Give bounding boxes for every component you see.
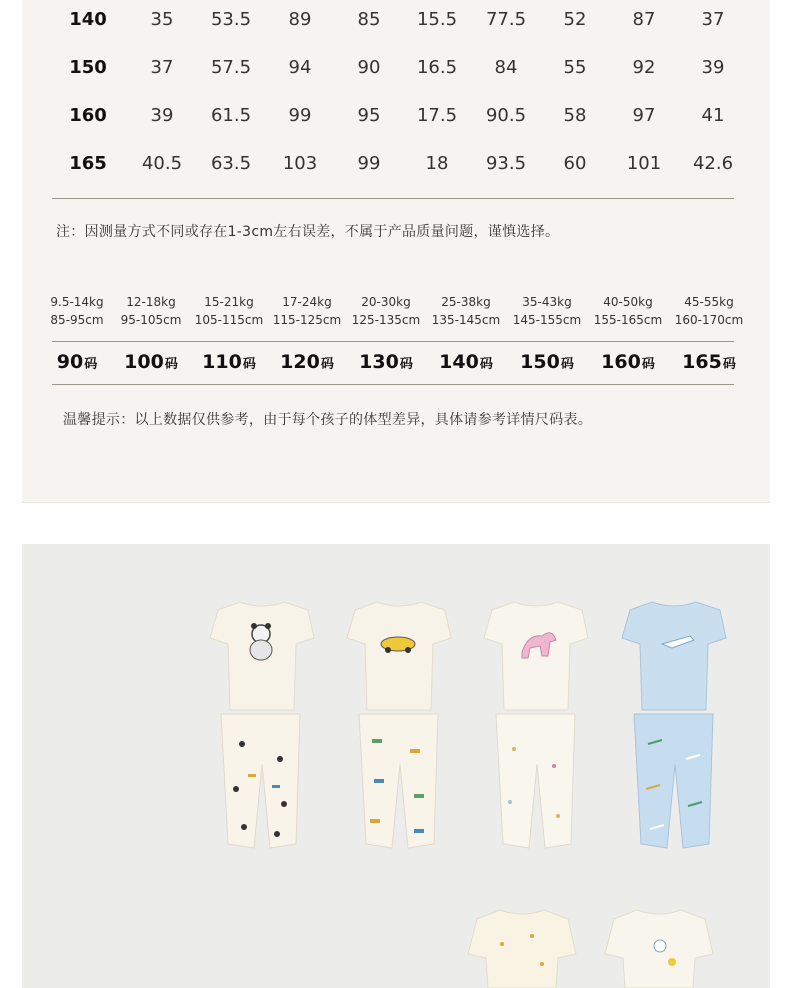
height-range: 155-165cm xyxy=(593,313,663,327)
table-divider xyxy=(52,198,734,199)
pajama-set-partial-left xyxy=(468,910,576,988)
size-unit: 码 xyxy=(722,357,736,372)
height-range: 95-105cm xyxy=(120,313,182,327)
table-cell: 63.5 xyxy=(210,153,252,174)
weight-height-range xyxy=(583,293,673,329)
table-cell: 94 xyxy=(288,57,312,78)
table-cell: 95 xyxy=(357,105,381,126)
height-range: 160-170cm xyxy=(674,313,744,327)
table-row xyxy=(0,0,790,40)
table-cell: 18 xyxy=(425,153,449,174)
table-cell: 40.5 xyxy=(141,153,183,174)
weight-height-range xyxy=(106,293,196,329)
table-cell: 35 xyxy=(150,9,174,30)
size-unit: 码 xyxy=(320,357,334,372)
pajama-set-panda xyxy=(210,602,314,848)
table-cell: 60 xyxy=(563,153,587,174)
size-code xyxy=(262,351,352,373)
product-photo xyxy=(22,544,770,988)
size-number: 130 xyxy=(359,351,399,373)
reference-divider-top xyxy=(52,341,734,342)
size-number: 100 xyxy=(124,351,164,373)
weight-height-range xyxy=(502,293,592,329)
size-code xyxy=(341,351,431,373)
table-cell: 37 xyxy=(701,9,725,30)
size-unit: 码 xyxy=(641,357,655,372)
size-number: 110 xyxy=(202,351,242,373)
table-cell: 90.5 xyxy=(485,105,527,126)
table-cell: 15.5 xyxy=(416,9,458,30)
height-range: 135-145cm xyxy=(431,313,501,327)
size-code xyxy=(421,351,511,373)
weight-range: 9.5-14kg xyxy=(50,295,104,309)
table-cell: 39 xyxy=(701,57,725,78)
weight-range: 17-24kg xyxy=(282,295,332,309)
weight-height-range xyxy=(664,293,754,329)
size-code xyxy=(583,351,673,373)
size-code xyxy=(106,351,196,373)
size-number: 140 xyxy=(439,351,479,373)
table-cell: 53.5 xyxy=(210,9,252,30)
weight-range: 45-55kg xyxy=(684,295,734,309)
size-unit: 码 xyxy=(479,357,493,372)
size-number: 160 xyxy=(601,351,641,373)
table-cell: 42.6 xyxy=(692,153,734,174)
size-code xyxy=(664,351,754,373)
size-unit: 码 xyxy=(164,357,178,372)
height-range: 115-125cm xyxy=(272,313,342,327)
reference-divider-bottom xyxy=(52,384,734,385)
table-cell: 61.5 xyxy=(210,105,252,126)
weight-range: 35-43kg xyxy=(522,295,572,309)
pajama-set-airplane xyxy=(622,602,726,848)
size-label: 140 xyxy=(69,9,107,30)
size-tip: 温馨提示：以上数据仅供参考，由于每个孩子的体型差异，具体请参考详情尺码表。 xyxy=(63,412,593,428)
weight-height-range xyxy=(262,293,352,329)
height-range: 105-115cm xyxy=(194,313,264,327)
weight-range: 20-30kg xyxy=(361,295,411,309)
measurement-note: 注：因测量方式不同或存在1-3cm左右误差，不属于产品质量问题，谨慎选择。 xyxy=(56,224,560,240)
height-range: 125-135cm xyxy=(351,313,421,327)
table-cell: 37 xyxy=(150,57,174,78)
table-cell: 84 xyxy=(494,57,518,78)
table-row xyxy=(0,144,790,184)
table-cell: 99 xyxy=(288,105,312,126)
table-cell: 101 xyxy=(626,153,662,174)
pajama-set-yellow-car xyxy=(347,602,451,848)
size-code xyxy=(184,351,274,373)
table-cell: 39 xyxy=(150,105,174,126)
pajama-sets-illustration xyxy=(22,544,770,988)
pajama-set-unicorn xyxy=(484,602,588,848)
weight-range: 15-21kg xyxy=(204,295,254,309)
table-cell: 92 xyxy=(632,57,656,78)
size-unit: 码 xyxy=(399,357,413,372)
size-label: 150 xyxy=(69,57,107,78)
size-code xyxy=(502,351,592,373)
size-unit: 码 xyxy=(560,357,574,372)
table-cell: 87 xyxy=(632,9,656,30)
table-cell: 77.5 xyxy=(485,9,527,30)
weight-range: 40-50kg xyxy=(603,295,653,309)
table-cell: 55 xyxy=(563,57,587,78)
size-label: 160 xyxy=(69,105,107,126)
table-cell: 85 xyxy=(357,9,381,30)
table-row xyxy=(0,48,790,88)
table-cell: 97 xyxy=(632,105,656,126)
weight-range: 25-38kg xyxy=(441,295,491,309)
size-number: 165 xyxy=(682,351,722,373)
height-range: 145-155cm xyxy=(512,313,582,327)
size-unit: 码 xyxy=(242,357,256,372)
table-cell: 93.5 xyxy=(485,153,527,174)
table-cell: 52 xyxy=(563,9,587,30)
table-row xyxy=(0,96,790,136)
weight-height-range xyxy=(421,293,511,329)
weight-height-range xyxy=(341,293,431,329)
table-cell: 57.5 xyxy=(210,57,252,78)
pajama-set-partial-right xyxy=(605,910,713,988)
size-number: 150 xyxy=(520,351,560,373)
table-cell: 103 xyxy=(282,153,318,174)
height-range: 85-95cm xyxy=(50,313,104,327)
table-cell: 89 xyxy=(288,9,312,30)
weight-height-range xyxy=(184,293,274,329)
table-cell: 90 xyxy=(357,57,381,78)
table-cell: 58 xyxy=(563,105,587,126)
table-cell: 99 xyxy=(357,153,381,174)
size-number: 120 xyxy=(280,351,320,373)
table-cell: 16.5 xyxy=(416,57,458,78)
size-number: 90 xyxy=(56,351,84,373)
size-label: 165 xyxy=(69,153,107,174)
table-cell: 41 xyxy=(701,105,725,126)
table-cell: 17.5 xyxy=(416,105,458,126)
size-unit: 码 xyxy=(84,357,98,372)
weight-range: 12-18kg xyxy=(126,295,176,309)
